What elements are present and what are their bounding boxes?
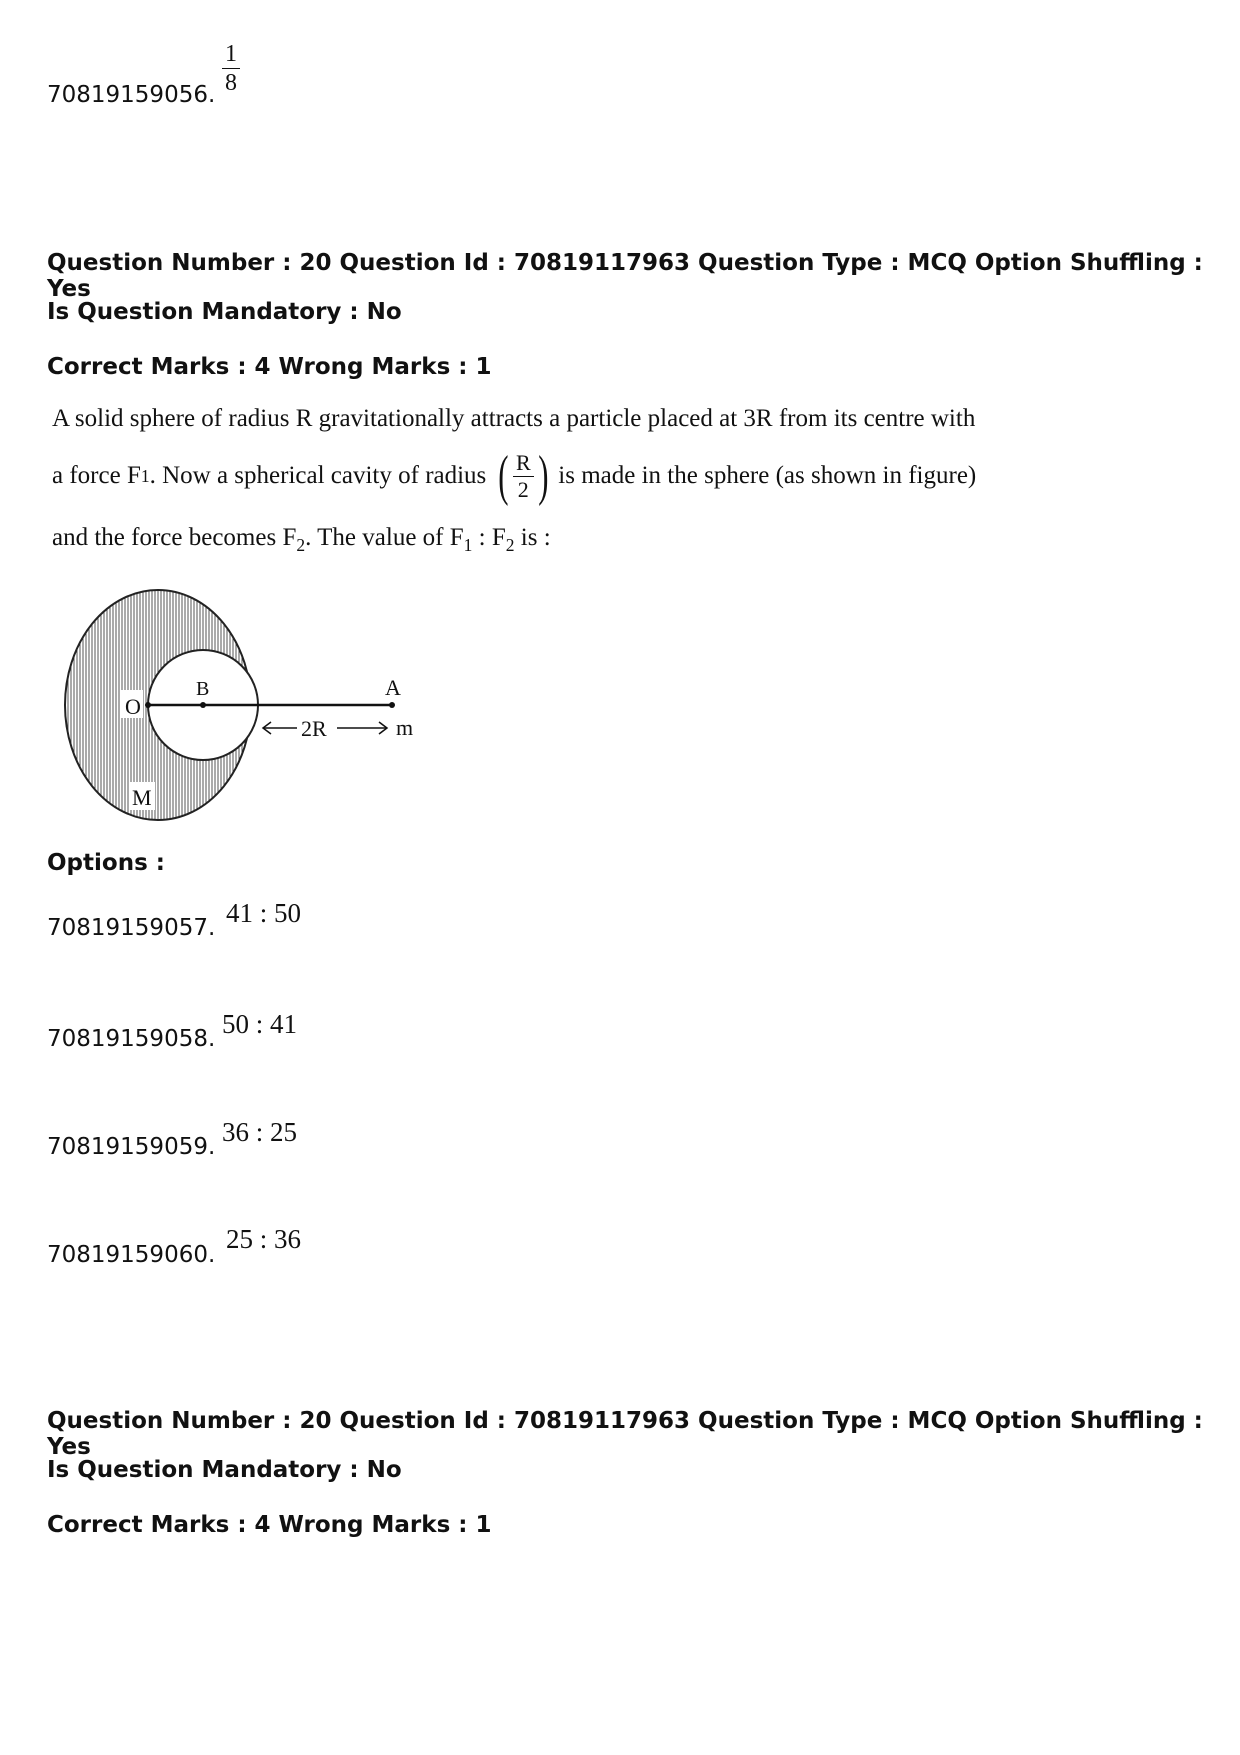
label-o: O bbox=[125, 694, 141, 719]
fraction-numerator: R bbox=[513, 452, 534, 477]
option-value: 25 : 36 bbox=[226, 1224, 302, 1254]
sphere-cavity-figure bbox=[55, 585, 435, 830]
option-id: 70819159057. bbox=[47, 915, 216, 941]
text-segment: and the force becomes F bbox=[52, 524, 297, 551]
prev-option-denominator: 8 bbox=[225, 70, 237, 96]
option-value: 41 : 50 bbox=[226, 898, 302, 928]
question-header: Question Number : 20 Question Id : 70819117963 Question Type : MCQ Option Shuffling : Yes bbox=[47, 250, 1203, 302]
text-segment: : F bbox=[472, 524, 506, 551]
subscript: 1 bbox=[463, 535, 473, 555]
question-marks: Correct Marks : 4 Wrong Marks : 1 bbox=[47, 354, 492, 380]
question-text-line3 bbox=[52, 524, 551, 556]
option-id: 70819159058. bbox=[47, 1026, 216, 1052]
option-id: 70819159059. bbox=[47, 1134, 216, 1160]
fraction-r-over-2 bbox=[494, 445, 552, 507]
left-paren: ( bbox=[498, 445, 509, 507]
question-mandatory: Is Question Mandatory : No bbox=[47, 1457, 402, 1483]
options-label: Options : bbox=[47, 850, 165, 876]
question-text-line2 bbox=[52, 445, 977, 507]
option-id: 70819159060. bbox=[47, 1242, 216, 1268]
point-o bbox=[145, 702, 151, 708]
option-value: 50 : 41 bbox=[222, 1009, 298, 1039]
text-segment: . The value of F bbox=[305, 524, 464, 551]
point-b bbox=[200, 702, 206, 708]
label-m-particle: m bbox=[396, 715, 414, 740]
subscript: 2 bbox=[505, 535, 515, 555]
fraction-denominator: 2 bbox=[517, 476, 529, 502]
label-b: B bbox=[196, 678, 210, 700]
option-value: 36 : 25 bbox=[222, 1117, 298, 1147]
text-segment: is : bbox=[514, 524, 551, 551]
subscript: 1 bbox=[140, 465, 150, 486]
text-segment: a force F bbox=[52, 462, 141, 489]
question-mandatory: Is Question Mandatory : No bbox=[47, 299, 402, 325]
text-segment: is made in the sphere (as shown in figure) bbox=[558, 462, 977, 489]
prev-option-fraction bbox=[222, 42, 240, 95]
question-header: Question Number : 20 Question Id : 70819117963 Question Type : MCQ Option Shuffling : Yes bbox=[47, 1408, 1203, 1460]
prev-option-numerator: 1 bbox=[222, 42, 240, 69]
right-paren: ) bbox=[537, 445, 549, 507]
label-2r: 2R bbox=[301, 716, 327, 741]
question-marks: Correct Marks : 4 Wrong Marks : 1 bbox=[47, 1512, 492, 1538]
fraction bbox=[513, 449, 534, 502]
question-text-line1: A solid sphere of radius R gravitationally attracts a particle placed at 3R from its centre with bbox=[52, 405, 976, 432]
label-a: A bbox=[385, 675, 401, 700]
text-segment: . Now a spherical cavity of radius bbox=[149, 462, 487, 489]
prev-option-id: 70819159056. bbox=[47, 82, 216, 108]
label-m-mass: M bbox=[132, 785, 152, 810]
subscript: 2 bbox=[296, 535, 306, 555]
point-a bbox=[389, 702, 395, 708]
